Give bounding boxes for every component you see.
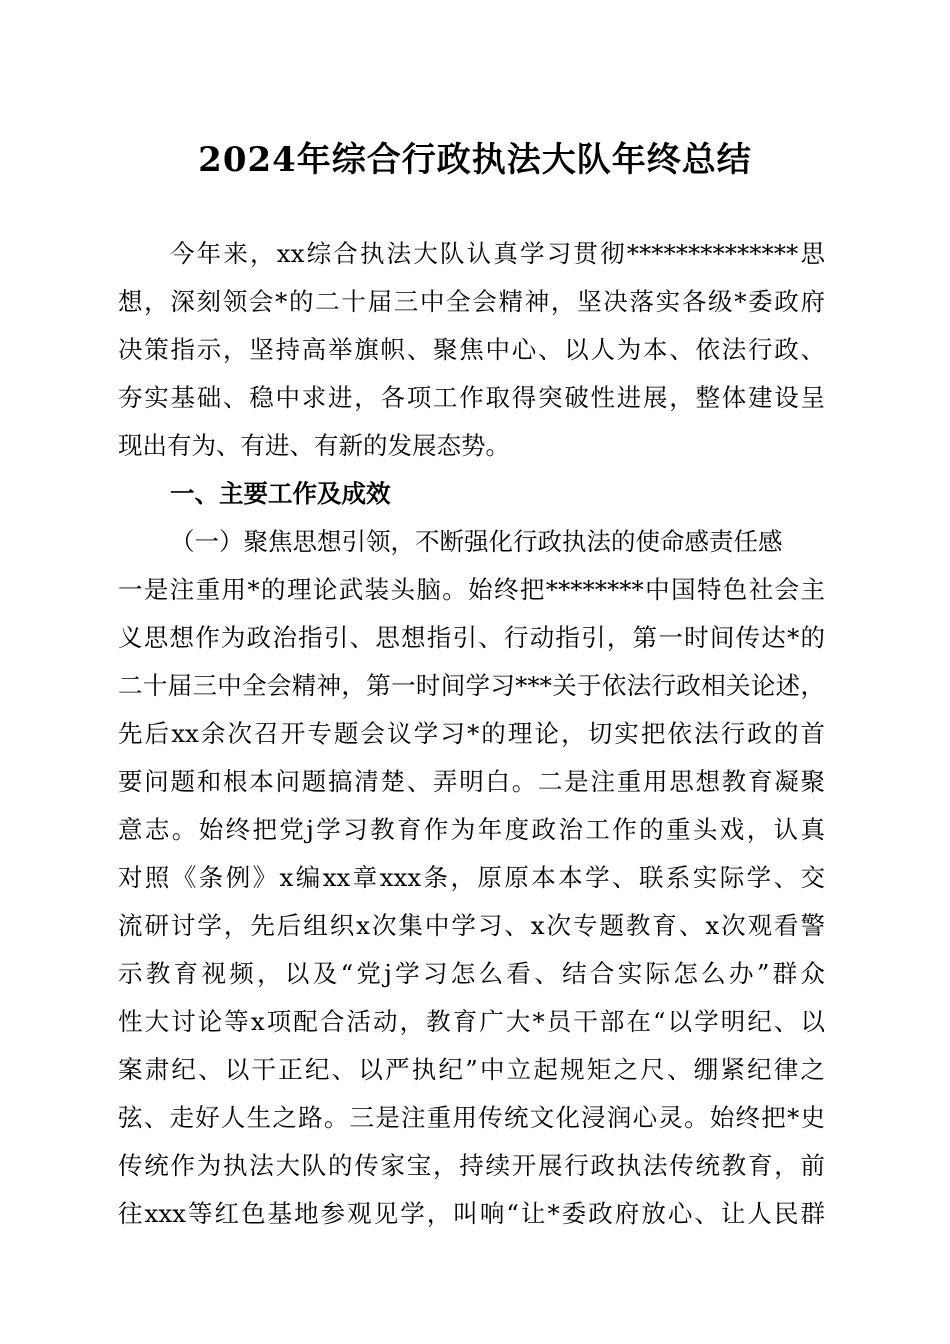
paragraph-line: 想，深刻领会*的二十届三中全会精神，坚决落实各级*委政府	[118, 287, 825, 316]
paragraph-line: 案肃纪、以干正纪、以严执纪”中立起规矩之尺、绷紧纪律之	[118, 1055, 825, 1084]
subsection-heading: （一）聚焦思想引领，不断强化行政执法的使命感责任感	[170, 527, 783, 556]
paragraph-line: 对照《条例》x编xx章xxx条，原原本本学、联系实际学、交	[118, 863, 825, 892]
paragraph-line: 一是注重用*的理论武装头脑。始终把********中国特色社会主	[118, 575, 825, 604]
paragraph-line: 现出有为、有进、有新的发展态势。	[118, 431, 510, 460]
paragraph-line: 弦、走好人生之路。三是注重用传统文化浸润心灵。始终把*史	[118, 1103, 825, 1132]
paragraph-line: 今年来，xx综合执法大队认真学习贯彻**************思	[170, 239, 825, 268]
paragraph-line: 二十届三中全会精神，第一时间学习***关于依法行政相关论述，	[118, 671, 825, 700]
paragraph-line: 要问题和根本问题搞清楚、弄明白。二是注重用思想教育凝聚	[118, 767, 825, 796]
paragraph-line: 夯实基础、稳中求进，各项工作取得突破性进展，整体建设呈	[118, 383, 825, 412]
document-body	[118, 230, 825, 1238]
paragraph-line: 性大讨论等x项配合活动，教育广大*员干部在“以学明纪、以	[118, 1007, 825, 1036]
paragraph-line: 义思想作为政治指引、思想指引、行动指引，第一时间传达*的	[118, 623, 825, 652]
paragraph-line: 示教育视频，以及“党j学习怎么看、结合实际怎么办”群众	[118, 959, 825, 988]
paragraph-line: 传统作为执法大队的传家宝，持续开展行政执法传统教育，前	[118, 1151, 825, 1180]
section-heading: 一、主要工作及成效	[170, 479, 391, 508]
paragraph-line: 决策指示，坚持高举旗帜、聚焦中心、以人为本、依法行政、	[118, 335, 825, 364]
document-title: 2024年综合行政执法大队年终总结	[198, 140, 752, 180]
paragraph-line: 往xxx等红色基地参观见学，叫响“让*委政府放心、让人民群	[118, 1199, 825, 1228]
paragraph-line: 意志。始终把党j学习教育作为年度政治工作的重头戏，认真	[118, 815, 825, 844]
paragraph-line: 流研讨学，先后组织x次集中学习、x次专题教育、x次观看警	[118, 911, 825, 940]
paragraph-line: 先后xx余次召开专题会议学习*的理论，切实把依法行政的首	[118, 719, 825, 748]
